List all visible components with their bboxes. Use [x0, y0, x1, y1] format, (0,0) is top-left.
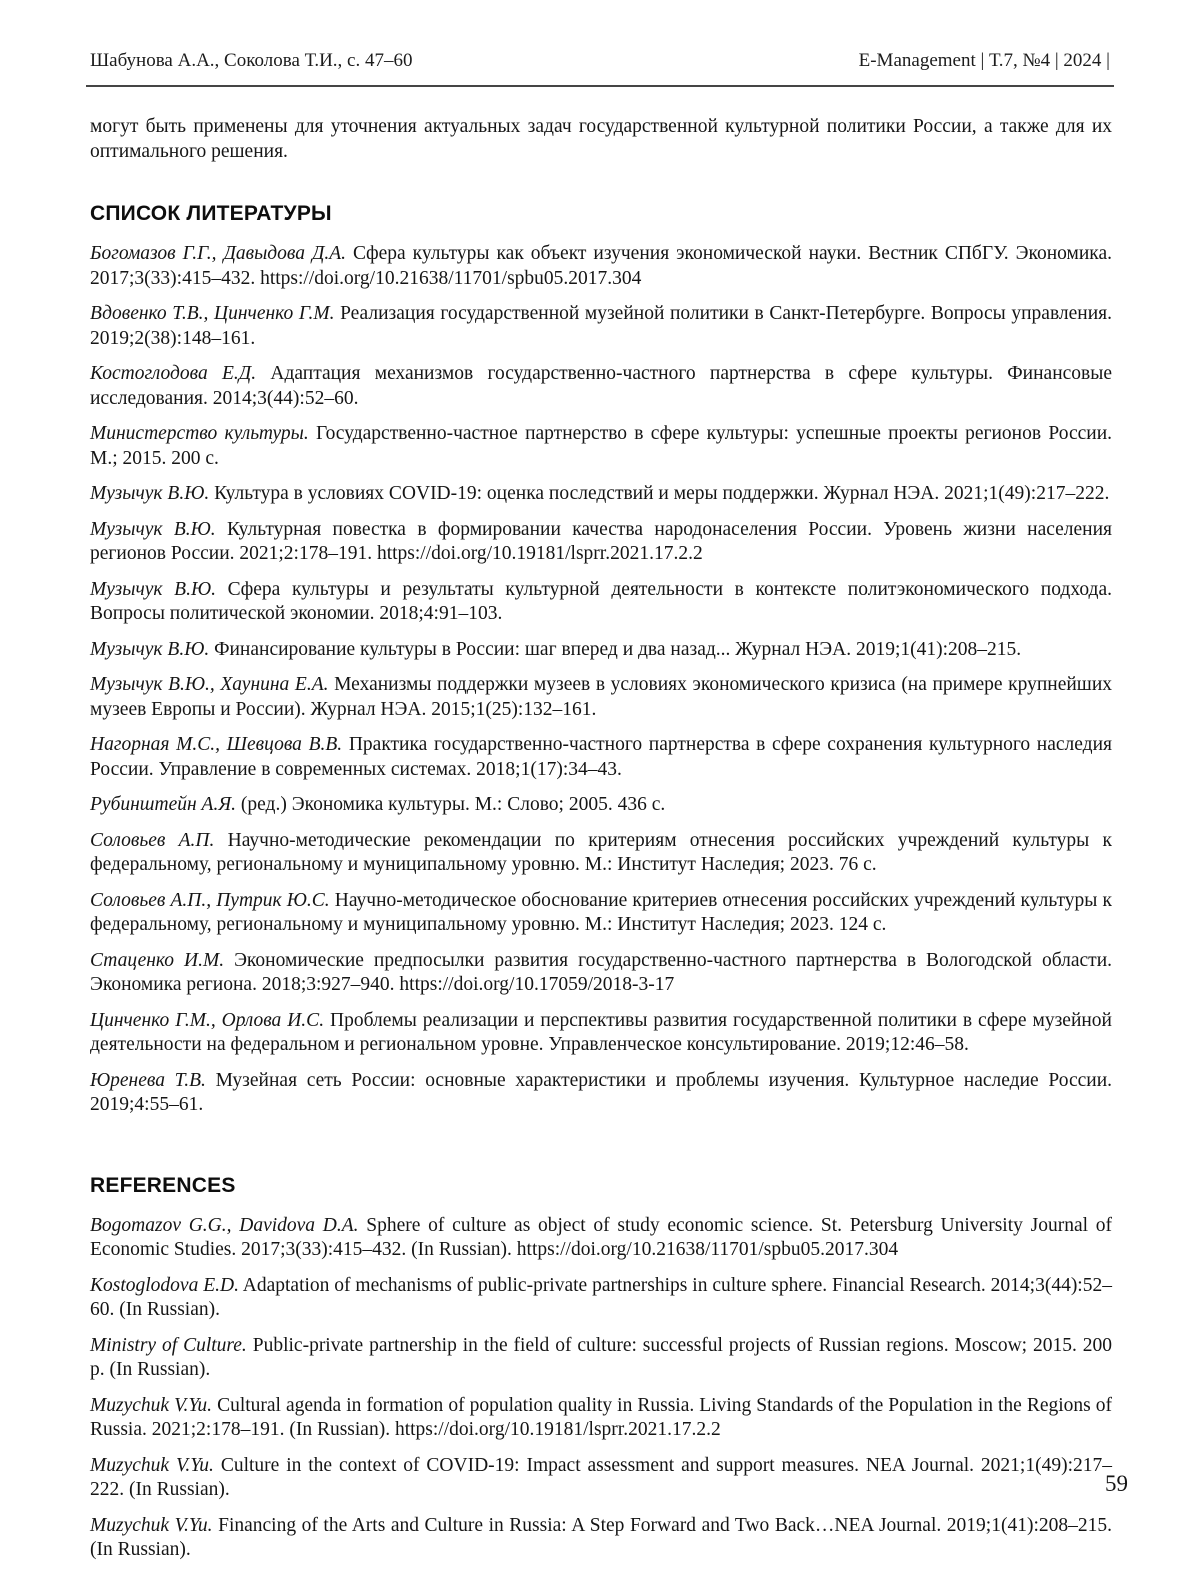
reference-authors: Muzychuk V.Yu.: [90, 1454, 214, 1476]
reference-entry: [90, 1274, 1112, 1323]
reference-text: Financing of the Arts and Culture in Russia: A Step Forward and Two Back…NEA Journal. 2019;1(41):208–215. (In Russian).: [90, 1514, 1112, 1560]
reference-authors: Вдовенко Т.В., Цинченко Г.М.: [90, 303, 335, 324]
reference-authors: Соловьев А.П.: [90, 829, 215, 851]
section-heading-english: REFERENCES: [90, 1173, 236, 1197]
reference-text: Culture in the context of COVID-19: Impact assessment and support measures. NEA Journal. 2021;1(49):217–222. (In Russian).: [90, 1454, 1113, 1500]
reference-text: Сфера культуры и результаты культурной деятельности в контексте политэкономического подхода. Вопросы политической экономии. 2018;4:91–103.: [90, 578, 1113, 624]
intro-paragraph: могут быть применены для уточнения актуальных задач государственной культурной политики России, а также для их оптимального решения.: [90, 116, 1112, 162]
reference-authors: Музычук В.Ю.: [90, 483, 210, 504]
reference-entry: [90, 518, 1112, 567]
reference-text: Public-private partnership in the field of culture: successful projects of Russian regions. Moscow; 2015. 200 p. (In Russian).: [90, 1334, 1113, 1380]
reference-entry: [90, 1334, 1112, 1383]
reference-entry: [90, 578, 1112, 627]
reference-authors: Музычук В.Ю.: [90, 638, 210, 660]
reference-text: Государственно-частное партнерство в сфере культуры: успешные проекты регионов России. М.; 2015. 200 с.: [90, 423, 1113, 469]
reference-entry: [90, 733, 1112, 782]
reference-entry: [90, 949, 1112, 998]
reference-authors: Kostoglodova E.D.: [90, 1274, 239, 1296]
reference-text: Научно-методическое обоснование критериев отнесения российских учреждений культуры к федеральному, региональному и муниципальному уровню. М.: Институт Наследия; 2023. 124 с.: [90, 889, 1112, 935]
page-number: 59: [1105, 1471, 1128, 1496]
reference-authors: Министерство культуры.: [90, 423, 309, 444]
reference-authors: Стаценко И.М.: [90, 949, 225, 971]
reference-entry: [90, 638, 1112, 663]
reference-authors: Музычук В.Ю., Хаунина Е.А.: [90, 674, 329, 695]
reference-entry: [90, 1069, 1112, 1118]
reference-text: Сфера культуры как объект изучения экономической науки. Вестник СПбГУ. Экономика. 2017;3(33):415–432. https://doi.org/10.21638/11701/spbu05.2017.304: [90, 243, 1113, 289]
reference-authors: Нагорная М.С., Шевцова В.В.: [90, 734, 343, 755]
reference-authors: Рубинштейн А.Я.: [90, 794, 237, 815]
section-references-english: [90, 1174, 1112, 1563]
reference-text: Механизмы поддержки музеев в условиях экономического кризиса (на примере крупнейших музеев Европы и России). Журнал НЭА. 2015;1(25):132–161.: [90, 674, 1112, 720]
reference-authors: Богомазов Г.Г., Давыдова Д.А.: [90, 243, 347, 264]
reference-entry: [90, 673, 1112, 722]
reference-entry: [90, 1009, 1112, 1058]
reference-text: Реализация государственной музейной политики в Санкт-Петербурге. Вопросы управления. 2019;2(38):148–161.: [90, 303, 1113, 349]
reference-text: Научно-методические рекомендации по критериям отнесения российских учреждений культуры к федеральному, региональному и муниципальному уровню. М.: Институт Наследия; 2023. 76 с.: [90, 829, 1112, 875]
reference-entry: [90, 1214, 1112, 1263]
reference-entry: [90, 242, 1112, 291]
reference-authors: Костоглодова Е.Д.: [90, 363, 257, 384]
reference-entry: [90, 422, 1112, 471]
reference-entry: [90, 829, 1112, 878]
reference-authors: Цинченко Г.М., Орлова И.С.: [90, 1009, 325, 1031]
reference-text: Культура в условиях COVID-19: оценка последствий и меры поддержки. Журнал НЭА. 2021;1(49):217–222.: [214, 483, 1110, 504]
reference-text: Адаптация механизмов государственно-частного партнерства в сфере культуры. Финансовые исследования. 2014;3(44):52–60.: [90, 363, 1112, 409]
reference-entry: [90, 482, 1112, 507]
running-head: [90, 50, 1112, 85]
reference-entry: [90, 793, 1112, 818]
reference-text: Культурная повестка в формировании качества народонаселения России. Уровень жизни населения регионов России. 2021;2:178–191. https://doi.org/10.19181/lsprr.2021.17.2.2: [90, 518, 1113, 564]
reference-authors: Соловьев А.П., Путрик Ю.С.: [90, 889, 330, 911]
reference-text: Финансирование культуры в России: шаг вперед и два назад... Журнал НЭА. 2019;1(41):208–215.: [214, 638, 1022, 660]
reference-authors: Muzychuk V.Yu.: [90, 1394, 213, 1416]
reference-authors: Muzychuk V.Yu.: [90, 1514, 213, 1536]
reference-text: Adaptation of mechanisms of public-private partnerships in culture sphere. Financial Research. 2014;3(44):52–60. (In Russian).: [90, 1274, 1112, 1320]
reference-authors: Музычук В.Ю.: [90, 518, 216, 540]
reference-entry: [90, 302, 1112, 351]
reference-text: Sphere of culture as object of study economic science. St. Petersburg University Journal of Economic Studies. 2017;3(33):415–432. (In Russian). https://doi.org/10.21638/11701/spbu05.2017.304: [90, 1214, 1112, 1260]
section-bibliography-russian: [90, 202, 1112, 1118]
reference-text: Проблемы реализации и перспективы развития государственной политики в сфере музейной деятельности на федеральном и региональном уровне. Управленческое консультирование. 2019;12:46–58.: [90, 1009, 1112, 1055]
reference-list-english: [90, 1214, 1112, 1563]
reference-entry: [90, 362, 1112, 411]
running-head-right: E-Management | Т.7, №4 | 2024 |: [858, 50, 1110, 71]
reference-authors: Музычук В.Ю.: [90, 578, 216, 600]
header-rule: [86, 85, 1114, 87]
reference-entry: [90, 1394, 1112, 1443]
reference-text: Cultural agenda in formation of population quality in Russia. Living Standards of the Population in the Regions of Russia. 2021;2:178–191. (In Russian). https://doi.org/10.19181/lsprr.2021.17.2.2: [90, 1394, 1113, 1440]
reference-text: (ред.) Экономика культуры. М.: Слово; 2005. 436 с.: [240, 794, 666, 815]
reference-text: Музейная сеть России: основные характеристики и проблемы изучения. Культурное наследие России. 2019;4:55–61.: [90, 1069, 1112, 1115]
reference-authors: Bogomazov G.G., Davidova D.A.: [90, 1214, 359, 1236]
running-head-left: Шабунова А.А., Соколова Т.И., с. 47–60: [90, 50, 413, 71]
reference-list-russian: [90, 242, 1112, 1118]
reference-entry: [90, 889, 1112, 938]
reference-text: Практика государственно-частного партнерства в сфере сохранения культурного наследия России. Управление в современных системах. 2018;1(17):34–43.: [90, 734, 1113, 780]
reference-text: Экономические предпосылки развития государственно-частного партнерства в Вологодской области. Экономика региона. 2018;3:927–940. https://doi.org/10.17059/2018-3-17: [90, 949, 1112, 995]
reference-authors: Ministry of Culture.: [90, 1334, 247, 1356]
reference-authors: Юренева Т.В.: [90, 1069, 206, 1091]
reference-entry: [90, 1454, 1112, 1503]
reference-entry: [90, 1514, 1112, 1563]
section-heading-russian: СПИСОК ЛИТЕРАТУРЫ: [90, 202, 332, 225]
